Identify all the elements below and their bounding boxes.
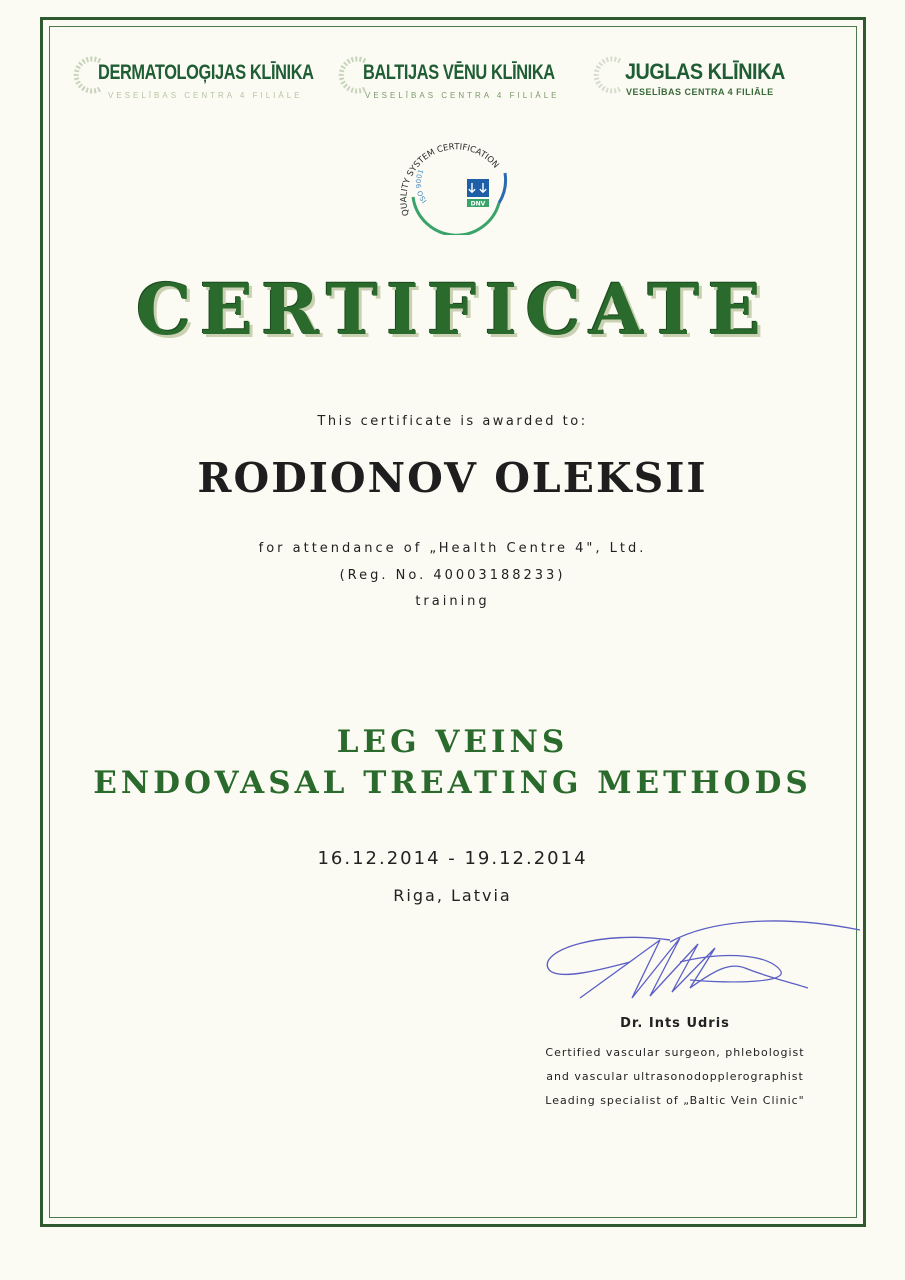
seal-ring-text: QUALITY SYSTEM CERTIFICATION: [399, 142, 501, 217]
course-title-line2: ENDOVASAL TREATING METHODS: [93, 765, 812, 801]
logo-name: BALTIJAS VĒNU KLĪNIKA: [363, 61, 555, 84]
recipient-name: RODIONOV OLEKSII: [197, 454, 708, 502]
logo-subtitle: VESELĪBAS CENTRA 4 FILIĀLE: [365, 91, 560, 100]
signer-name: Dr. Ints Udris: [620, 1016, 730, 1031]
logo-subtitle: VESELĪBAS CENTRA 4 FILIĀLE: [626, 87, 774, 97]
handwritten-signature: [540, 910, 870, 1010]
awarded-text: This certificate is awarded to:: [317, 414, 588, 429]
logo-subtitle: VESELĪBAS CENTRA 4 FILIĀLE: [108, 91, 303, 100]
attendance-line: for attendance of „Health Centre 4", Ltd.: [258, 541, 647, 556]
registration-line: (Reg. No. 40003188233): [339, 568, 566, 583]
signer-title-line3: Leading specialist of „Baltic Vein Clinic": [545, 1094, 805, 1107]
training-word: training: [415, 594, 490, 609]
logo-name: JUGLAS KLĪNIKA: [625, 59, 785, 84]
seal-iso-text: ISO 9001: [414, 168, 429, 205]
course-title-line1: LEG VEINS: [336, 724, 569, 760]
signer-title-line1: Certified vascular surgeon, phlebologist: [545, 1046, 805, 1059]
certificate-title: CERTIFICATE: [136, 268, 769, 351]
signer-title-line2: and vascular ultrasonodopplerographist: [546, 1070, 804, 1083]
course-place: Riga, Latvia: [393, 886, 512, 905]
seal-brand: DNV: [470, 200, 486, 208]
iso-certification-seal: [395, 123, 515, 235]
course-dates: 16.12.2014 - 19.12.2014: [317, 848, 588, 869]
swirl-icon: [590, 55, 626, 95]
logo-name: DERMATOLOĢIJAS KLĪNIKA: [98, 61, 314, 84]
svg-text:ISO 9001: [415, 168, 429, 204]
